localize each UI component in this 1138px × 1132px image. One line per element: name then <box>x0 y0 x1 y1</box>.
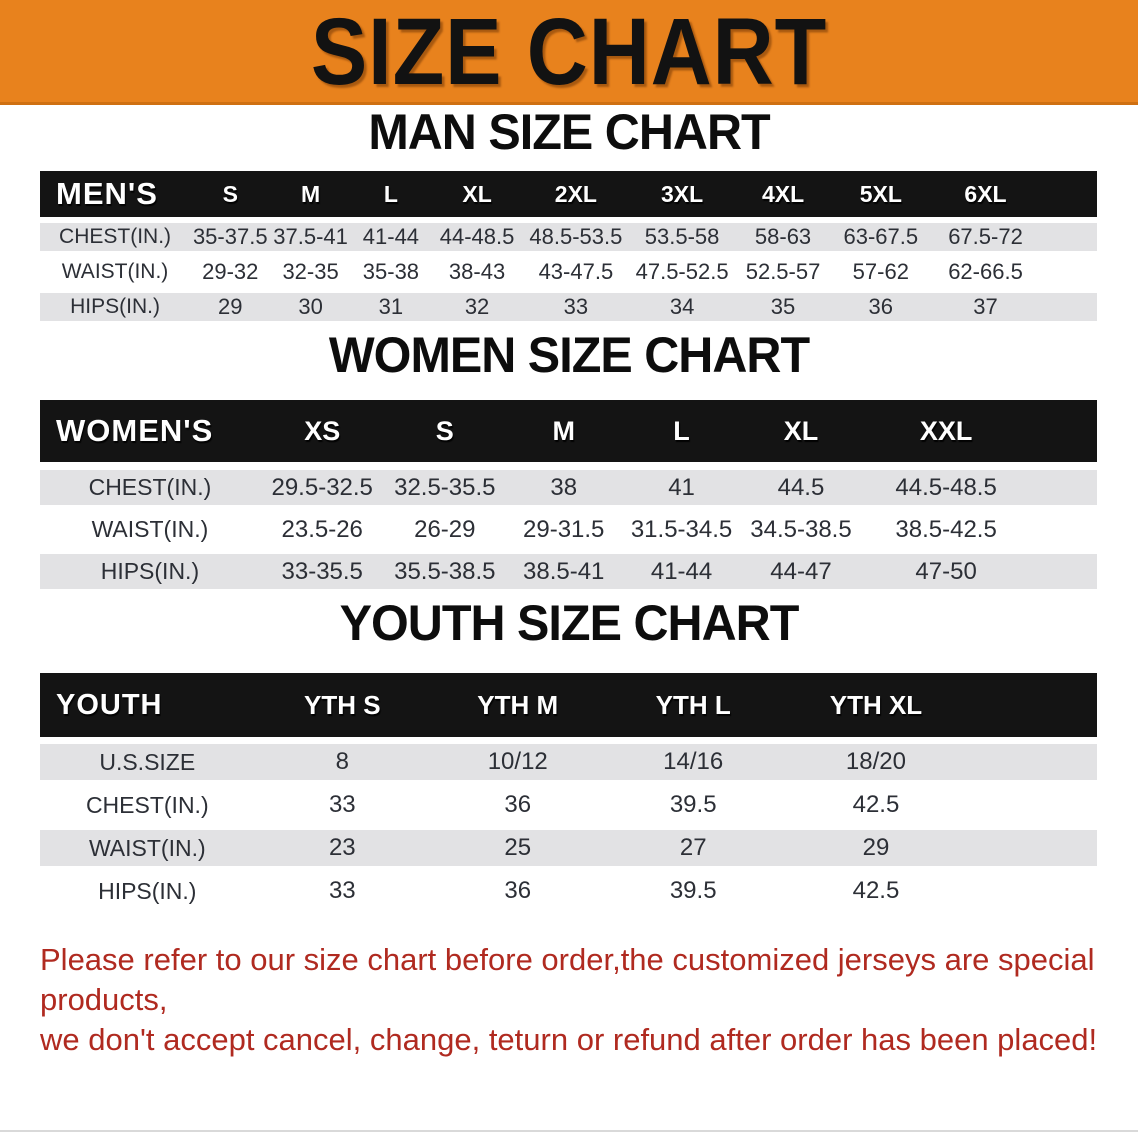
men-size-table <box>40 171 1097 328</box>
value-cell: 29.5-32.5 <box>260 470 385 512</box>
size-header-cell: M <box>505 400 622 470</box>
value-cell: 48.5-53.5 <box>523 223 629 258</box>
table-header-row <box>40 171 1097 223</box>
value-cell: 41-44 <box>622 554 740 596</box>
size-header-cell: 3XL <box>629 171 736 223</box>
value-cell: 39.5 <box>605 873 780 916</box>
size-header-cell: S <box>385 400 505 470</box>
value-cell: 31 <box>351 293 431 328</box>
value-cell: 47.5-52.5 <box>629 258 736 293</box>
value-cell: 58-63 <box>735 223 830 258</box>
value-cell: 18/20 <box>781 744 1097 787</box>
table-row <box>40 470 1097 512</box>
size-chart-banner <box>0 0 1138 105</box>
value-cell: 32.5-35.5 <box>385 470 505 512</box>
value-cell: 42.5 <box>781 873 1097 916</box>
size-header-cell: XXL <box>861 400 1097 470</box>
table-row <box>40 873 1097 916</box>
value-cell: 33 <box>255 873 430 916</box>
value-cell: 23 <box>255 830 430 873</box>
value-cell: 44-48.5 <box>431 223 523 258</box>
disclaimer-line-1: Please refer to our size chart before order,the customized jerseys are special products, <box>40 942 1095 1017</box>
value-cell: 32 <box>431 293 523 328</box>
value-cell: 29 <box>190 293 270 328</box>
size-header-cell: L <box>622 400 740 470</box>
value-cell: 33 <box>255 787 430 830</box>
value-cell: 10/12 <box>430 744 605 787</box>
table-row <box>40 293 1097 328</box>
value-cell: 62-66.5 <box>931 258 1097 293</box>
row-label-cell: CHEST(IN.) <box>40 470 260 512</box>
value-cell: 35 <box>735 293 830 328</box>
value-cell: 35.5-38.5 <box>385 554 505 596</box>
value-cell: 29-32 <box>190 258 270 293</box>
youth-section-heading: YOUTH SIZE CHART <box>339 595 799 651</box>
value-cell: 53.5-58 <box>629 223 736 258</box>
table-row <box>40 512 1097 554</box>
value-cell: 36 <box>430 787 605 830</box>
table-row <box>40 787 1097 830</box>
value-cell: 42.5 <box>781 787 1097 830</box>
value-cell: 52.5-57 <box>735 258 830 293</box>
women-size-table <box>40 400 1097 596</box>
value-cell: 41 <box>622 470 740 512</box>
youth-size-table <box>40 673 1097 916</box>
table-row <box>40 744 1097 787</box>
row-label-cell: CHEST(IN.) <box>40 787 255 830</box>
size-header-cell: YTH M <box>430 673 605 744</box>
value-cell: 33-35.5 <box>260 554 385 596</box>
value-cell: 41-44 <box>351 223 431 258</box>
banner-title: SIZE CHART <box>310 0 828 105</box>
value-cell: 44.5 <box>741 470 861 512</box>
row-label-cell: U.S.SIZE <box>40 744 255 787</box>
size-header-cell: XL <box>741 400 861 470</box>
value-cell: 57-62 <box>831 258 931 293</box>
women-section-heading: WOMEN SIZE CHART <box>328 327 810 383</box>
row-label-cell: WAIST(IN.) <box>40 258 190 293</box>
value-cell: 31.5-34.5 <box>622 512 740 554</box>
value-cell: 14/16 <box>605 744 780 787</box>
size-header-cell: 5XL <box>831 171 931 223</box>
value-cell: 38.5-42.5 <box>861 512 1097 554</box>
table-title-cell: MEN'S <box>40 171 190 223</box>
size-header-cell: YTH S <box>255 673 430 744</box>
table-row <box>40 554 1097 596</box>
table-row <box>40 258 1097 293</box>
value-cell: 30 <box>270 293 350 328</box>
size-header-cell: 6XL <box>931 171 1097 223</box>
size-header-cell: M <box>270 171 350 223</box>
size-header-cell: L <box>351 171 431 223</box>
value-cell: 43-47.5 <box>523 258 629 293</box>
value-cell: 37.5-41 <box>270 223 350 258</box>
disclaimer-line-2: we don't accept cancel, change, teturn or refund after order has been placed! <box>40 1022 1098 1057</box>
value-cell: 35-37.5 <box>190 223 270 258</box>
women-size-section <box>0 328 1138 596</box>
row-label-cell: WAIST(IN.) <box>40 830 255 873</box>
row-label-cell: CHEST(IN.) <box>40 223 190 258</box>
row-label-cell: HIPS(IN.) <box>40 554 260 596</box>
size-header-cell: 4XL <box>735 171 830 223</box>
value-cell: 25 <box>430 830 605 873</box>
value-cell: 39.5 <box>605 787 780 830</box>
row-label-cell: HIPS(IN.) <box>40 293 190 328</box>
value-cell: 36 <box>831 293 931 328</box>
value-cell: 35-38 <box>351 258 431 293</box>
table-row <box>40 223 1097 258</box>
row-label-cell: HIPS(IN.) <box>40 873 255 916</box>
value-cell: 63-67.5 <box>831 223 931 258</box>
size-header-cell: YTH L <box>605 673 780 744</box>
table-row <box>40 830 1097 873</box>
value-cell: 29-31.5 <box>505 512 622 554</box>
value-cell: 34.5-38.5 <box>741 512 861 554</box>
value-cell: 33 <box>523 293 629 328</box>
value-cell: 29 <box>781 830 1097 873</box>
row-label-cell: WAIST(IN.) <box>40 512 260 554</box>
value-cell: 38.5-41 <box>505 554 622 596</box>
value-cell: 67.5-72 <box>931 223 1097 258</box>
men-section-heading: MAN SIZE CHART <box>368 104 770 160</box>
table-title-cell: WOMEN'S <box>40 400 260 470</box>
value-cell: 23.5-26 <box>260 512 385 554</box>
value-cell: 44-47 <box>741 554 861 596</box>
value-cell: 34 <box>629 293 736 328</box>
table-header-row <box>40 400 1097 470</box>
value-cell: 27 <box>605 830 780 873</box>
size-header-cell: XL <box>431 171 523 223</box>
size-header-cell: S <box>190 171 270 223</box>
size-header-cell: YTH XL <box>781 673 1097 744</box>
value-cell: 38-43 <box>431 258 523 293</box>
table-title-cell: YOUTH <box>40 673 255 744</box>
value-cell: 44.5-48.5 <box>861 470 1097 512</box>
table-header-row <box>40 673 1097 744</box>
order-disclaimer <box>40 940 1118 1060</box>
men-size-section <box>0 105 1138 328</box>
value-cell: 32-35 <box>270 258 350 293</box>
value-cell: 37 <box>931 293 1097 328</box>
value-cell: 36 <box>430 873 605 916</box>
value-cell: 26-29 <box>385 512 505 554</box>
value-cell: 38 <box>505 470 622 512</box>
value-cell: 8 <box>255 744 430 787</box>
size-header-cell: XS <box>260 400 385 470</box>
size-header-cell: 2XL <box>523 171 629 223</box>
youth-size-section <box>0 596 1138 916</box>
value-cell: 47-50 <box>861 554 1097 596</box>
